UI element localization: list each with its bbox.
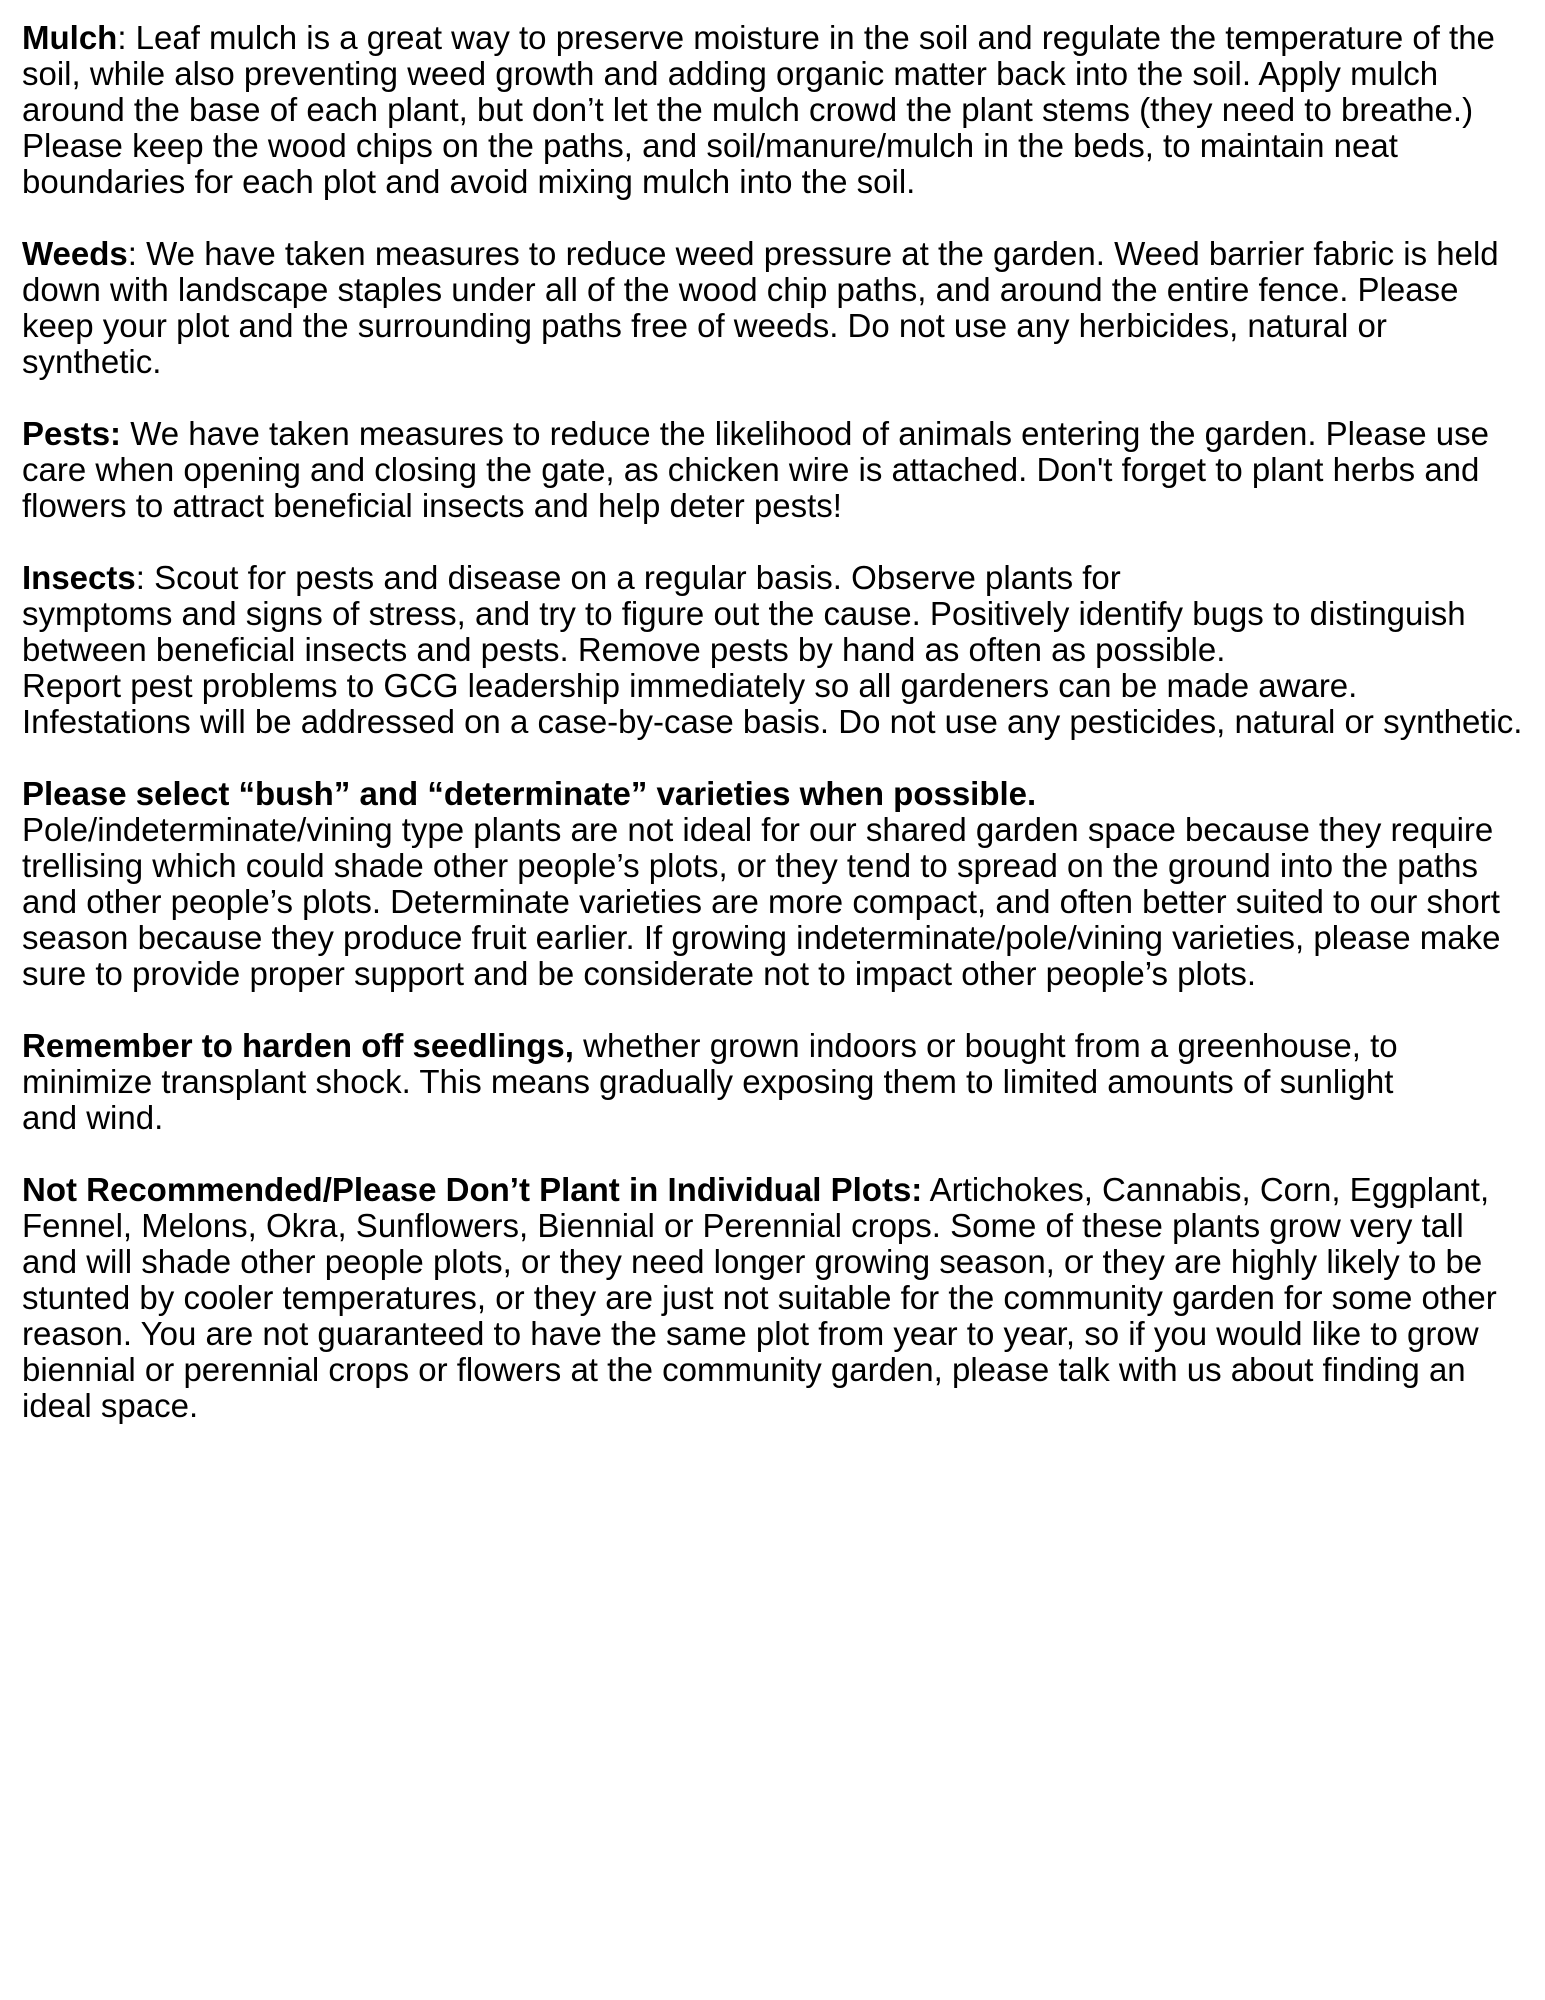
pests-label: Pests: [22,415,122,452]
harden-section [22,1028,1527,1136]
mulch-label: Mulch [22,19,118,56]
weeds-text: : We have taken measures to reduce weed pressure at the garden. Weed barrier fabric is held down with landscape staples under all of the wood chip paths, and around the entire fence. Please keep your plot and the surrounding paths free of weeds. Do not use any herbicides, natural or synthetic. [22,235,1499,380]
pests-text: We have taken measures to reduce the likelihood of animals entering the garden. Please use care when opening and closing the gate, as chicken wire is attached. Don't forget to plant herbs and flowers to attract beneficial insects and help deter pests! [22,415,1489,524]
harden-paragraph-3: and wind. [22,1099,164,1136]
weeds-section [22,236,1527,380]
harden-paragraph [22,1028,1527,1064]
insects-paragraph-3: Report pest problems to GCG leadership immediately so all gardeners can be made aware. Infestations will be addressed on a case-by-case basis. Do not use any pesticides, natural or synthetic. [22,667,1523,740]
pests-paragraph [22,416,1527,524]
not-recommended-section [22,1172,1527,1424]
not-recommended-label: Not Recommended/Please Don’t Plant in Individual Plots: [22,1171,923,1208]
insects-paragraph [22,560,1527,596]
varieties-text: Pole/indeterminate/vining type plants are not ideal for our shared garden space because they require trellising which could shade other people’s plots, or they tend to spread on the ground into the paths and other people’s plots. Determinate varieties are more compact, and often better suited to our short season because they produce fruit earlier. If growing indeterminate/pole/vining varieties, please make sure to provide proper support and be considerate not to impact other people’s plots. [22,811,1501,992]
harden-text: whether grown indoors or bought from a greenhouse, to [573,1027,1398,1064]
weeds-paragraph [22,236,1527,380]
varieties-section [22,776,1527,992]
not-recommended-paragraph [22,1172,1527,1424]
insects-section [22,560,1527,740]
harden-paragraph-2: minimize transplant shock. This means gradually exposing them to limited amounts of sunlight [22,1063,1394,1100]
mulch-paragraph [22,20,1527,200]
insects-paragraph-2: symptoms and signs of stress, and try to figure out the cause. Positively identify bugs to distinguish between beneficial insects and pests. Remove pests by hand as often as possible. [22,595,1466,668]
weeds-label: Weeds [22,235,128,272]
mulch-section [22,20,1527,200]
insects-text: : Scout for pests and disease on a regular basis. Observe plants for [135,559,1121,596]
pests-section [22,416,1527,524]
varieties-heading: Please select “bush” and “determinate” varieties when possible. [22,775,1037,812]
mulch-text: : Leaf mulch is a great way to preserve moisture in the soil and regulate the temperature of the soil, while also preventing weed growth and adding organic matter back into the soil. Apply mulch around the base of each plant, but don’t let the mulch crowd the plant stems (they need to breathe.) Please keep the wood chips on the paths, and soil/manure/mulch in the beds, to maintain neat boundaries for each plot and avoid mixing mulch into the soil. [22,19,1495,200]
not-recommended-text: Artichokes, Cannabis, Corn, Eggplant, Fennel, Melons, Okra, Sunflowers, Biennial or Perennial crops. Some of these plants grow very tall and will shade other people plots, or they need longer growing season, or they are highly likely to be stunted by cooler temperatures, or they are just not suitable for the community garden for some other reason. You are not guaranteed to have the same plot from year to year, so if you would like to grow biennial or perennial crops or flowers at the community garden, please talk with us about finding an ideal space. [22,1171,1497,1424]
harden-label: Remember to harden off seedlings, [22,1027,574,1064]
insects-label: Insects [22,559,136,596]
document-body [22,20,1527,1460]
